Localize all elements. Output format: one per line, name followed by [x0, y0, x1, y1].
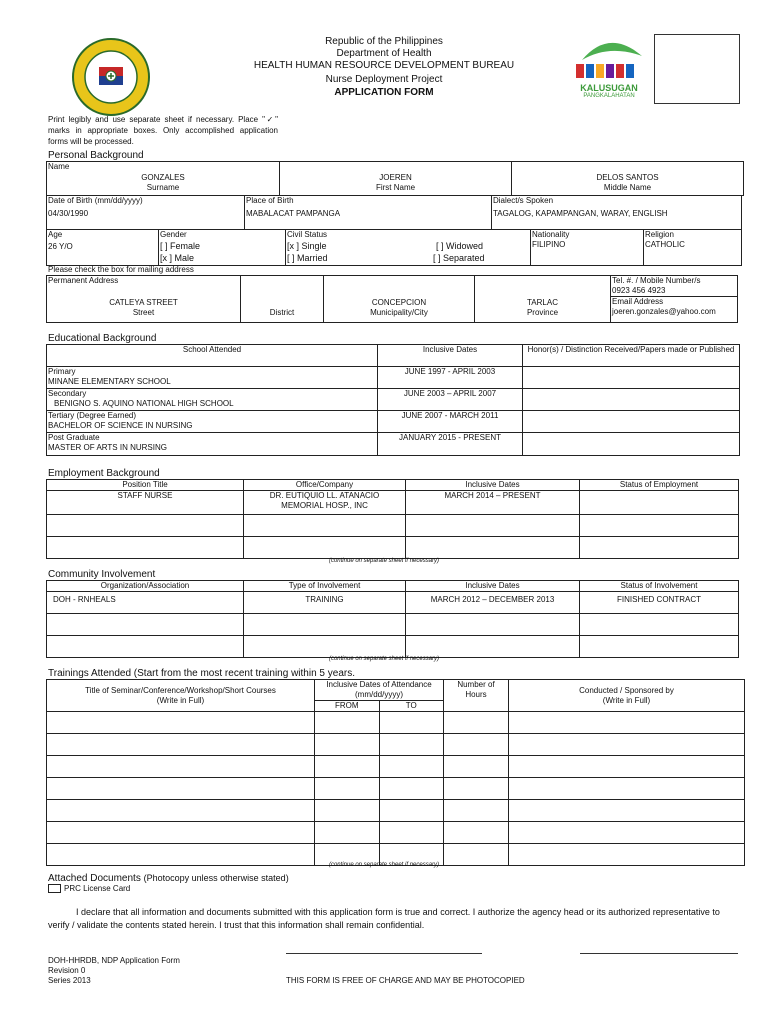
community-note: (continue on separate sheet if necessary)	[328, 656, 440, 662]
pob-label: Place of Birth	[246, 196, 294, 205]
training-to[interactable]	[379, 734, 444, 756]
community-row	[47, 592, 739, 614]
email-value[interactable]: joeren.gonzales@yahoo.com	[612, 307, 716, 316]
employment-position[interactable]	[47, 537, 244, 559]
education-honors[interactable]	[523, 389, 740, 411]
trainings-col-to: TO	[379, 701, 444, 712]
checkbox-icon[interactable]	[48, 884, 61, 893]
employment-office[interactable]	[244, 537, 406, 559]
education-honors[interactable]	[523, 367, 740, 389]
trainings-col-title-note: (Write in Full)	[156, 695, 205, 705]
kalusugan-logo	[568, 34, 650, 104]
employment-row	[47, 515, 739, 537]
training-hours[interactable]	[444, 712, 509, 734]
trainings-col-hours-2: Hours	[465, 690, 487, 699]
education-row	[47, 389, 740, 411]
training-to[interactable]	[379, 822, 444, 844]
community-type[interactable]: TRAINING	[244, 592, 406, 614]
civil-widowed-checkbox[interactable]: [ ] Widowed	[436, 241, 484, 251]
training-row	[47, 800, 745, 822]
training-from[interactable]	[315, 778, 380, 800]
attached-item-prc[interactable]	[48, 884, 130, 893]
religion-value[interactable]: CATHOLIC	[645, 240, 685, 249]
dob-label: Date of Birth (mm/dd/yyyy)	[48, 196, 143, 205]
attached-subtitle: (Photocopy unless otherwise stated)	[143, 873, 289, 883]
community-type[interactable]	[244, 636, 406, 658]
street-value[interactable]: CATLEYA STREET	[109, 298, 178, 307]
footer-line-3: Series 2013	[48, 976, 91, 985]
education-school[interactable]: BENIGNO S. AQUINO NATIONAL HIGH SCHOOL	[54, 399, 234, 408]
community-org[interactable]: DOH - RNHEALS	[47, 592, 244, 614]
community-col-type: Type of Involvement	[244, 581, 406, 592]
training-sponsor[interactable]	[509, 800, 745, 822]
training-to[interactable]	[379, 778, 444, 800]
training-hours[interactable]	[444, 778, 509, 800]
employment-note: (continue on separate sheet if necessary)	[328, 558, 440, 564]
training-from[interactable]	[315, 800, 380, 822]
education-level: Tertiary (Degree Earned)	[48, 411, 137, 420]
community-col-dates: Inclusive Dates	[406, 581, 580, 592]
community-dates[interactable]: MARCH 2012 – DECEMBER 2013	[406, 592, 580, 614]
education-honors[interactable]	[523, 411, 740, 433]
dialects-label: Dialect/s Spoken	[493, 196, 554, 205]
header-line-3: HEALTH HUMAN RESOURCE DEVELOPMENT BUREAU	[253, 60, 515, 71]
training-from[interactable]	[315, 734, 380, 756]
training-title[interactable]	[47, 756, 315, 778]
community-status[interactable]	[580, 614, 739, 636]
civil-married-checkbox[interactable]: [ ] Married	[287, 253, 328, 263]
education-table	[46, 344, 740, 456]
education-col-honors: Honor(s) / Distinction Received/Papers made or Published	[523, 345, 740, 367]
community-col-status: Status of Involvement	[580, 581, 739, 592]
community-dates[interactable]	[406, 614, 580, 636]
education-col-school: School Attended	[47, 345, 378, 367]
education-dates[interactable]: JUNE 1997 - APRIL 2003	[378, 367, 523, 389]
footer-line-1: DOH-HHRDB, NDP Application Form	[48, 956, 180, 965]
instructions: Print legibly and use separate sheet if necessary. Place "✓" marks in appropriate boxes. Only accomplished application forms will be processed.	[48, 115, 278, 146]
trainings-col-title: Title of Seminar/Conference/Workshop/Short Courses	[85, 685, 276, 695]
education-school[interactable]: BACHELOR OF SCIENCE IN NURSING	[48, 421, 193, 430]
civil-single-checkbox[interactable]: [x ] Single	[287, 241, 327, 251]
district-label: District	[269, 308, 295, 317]
training-row	[47, 712, 745, 734]
header-line-4: Nurse Deployment Project	[325, 74, 443, 85]
employment-status[interactable]	[580, 515, 739, 537]
community-type[interactable]	[244, 614, 406, 636]
province-label: Province	[526, 308, 559, 317]
training-from[interactable]	[315, 756, 380, 778]
education-dates[interactable]: JUNE 2003 – APRIL 2007	[378, 389, 523, 411]
province-value[interactable]: TARLAC	[527, 298, 558, 307]
dialects-value[interactable]: TAGALOG, KAPAMPANGAN, WARAY, ENGLISH	[493, 209, 668, 218]
trainings-col-from: FROM	[315, 701, 380, 712]
logo-line-1: KALUSUGAN	[580, 83, 638, 93]
attached-item-label: PRC License Card	[64, 884, 131, 893]
gender-male-checkbox[interactable]: [x ] Male	[160, 253, 195, 263]
street-label: Street	[132, 308, 155, 317]
training-to[interactable]	[379, 800, 444, 822]
education-level: Post Graduate	[48, 433, 100, 442]
employment-row	[47, 537, 739, 559]
education-row	[47, 367, 740, 389]
employment-row	[47, 491, 739, 515]
community-section-title: Community Involvement	[48, 569, 156, 580]
employment-dates[interactable]: MARCH 2014 – PRESENT	[406, 491, 580, 515]
logo-line-2: PANGKALAHATAN	[583, 93, 635, 99]
date-line[interactable]	[580, 953, 738, 954]
community-org[interactable]	[47, 614, 244, 636]
training-title[interactable]	[47, 712, 315, 734]
trainings-col-dates: Inclusive Dates of Attendance	[326, 680, 432, 689]
nationality-label: Nationality	[532, 230, 570, 239]
training-row	[47, 756, 745, 778]
personal-section-title: Personal Background	[48, 150, 144, 161]
religion-label: Religion	[645, 230, 674, 239]
middle-name-value[interactable]: DELOS SANTOS	[596, 173, 659, 182]
training-sponsor[interactable]	[509, 778, 745, 800]
education-school[interactable]: MASTER OF ARTS IN NURSING	[48, 443, 167, 452]
trainings-col-conducted-note: (Write in Full)	[602, 695, 651, 705]
training-title[interactable]	[47, 778, 315, 800]
civil-status-label: Civil Status	[287, 230, 328, 239]
community-col-org: Organization/Association	[47, 581, 244, 592]
education-level: Primary	[48, 367, 76, 376]
header-line-2: Department of Health	[336, 48, 432, 59]
training-hours[interactable]	[444, 756, 509, 778]
mailing-note: Please check the box for mailing address	[48, 265, 194, 274]
civil-separated-checkbox[interactable]: [ ] Separated	[433, 253, 485, 263]
employment-office[interactable]: DR. EUTIQUIO LL. ATANACIO	[269, 491, 380, 500]
training-title[interactable]	[47, 822, 315, 844]
surname-value[interactable]: GONZALES	[141, 173, 185, 182]
community-org[interactable]	[47, 636, 244, 658]
employment-status[interactable]	[580, 491, 739, 515]
photo-box[interactable]	[654, 34, 740, 104]
trainings-table	[46, 679, 745, 866]
community-status[interactable]: FINISHED CONTRACT	[580, 592, 739, 614]
employment-position[interactable]	[47, 515, 244, 537]
middle-name-label: Middle Name	[603, 183, 652, 192]
tel-value[interactable]: 0923 456 4923	[611, 286, 737, 297]
dob-value[interactable]: 04/30/1990	[48, 209, 89, 218]
employment-col-office: Office/Company	[244, 480, 406, 491]
gender-female-checkbox[interactable]: [ ] Female	[160, 241, 201, 251]
education-row	[47, 411, 740, 433]
employment-dates[interactable]	[406, 537, 580, 559]
trainings-note: (continue on separate sheet if necessary)	[328, 862, 440, 868]
employment-col-dates: Inclusive Dates	[406, 480, 580, 491]
footer-free-notice: THIS FORM IS FREE OF CHARGE AND MAY BE PHOTOCOPIED	[286, 976, 525, 985]
employment-dates[interactable]	[406, 515, 580, 537]
employment-office-cont[interactable]: MEMORIAL HOSP., INC	[281, 501, 368, 510]
name-label: Name	[48, 162, 70, 171]
pob-value[interactable]: MABALACAT PAMPANGA	[246, 209, 341, 218]
employment-table	[46, 479, 739, 559]
age-value[interactable]: 26 Y/O	[48, 242, 73, 251]
header-line-1: Republic of the Philippines	[325, 36, 443, 47]
training-title[interactable]	[47, 800, 315, 822]
education-dates[interactable]: JANUARY 2015 - PRESENT	[378, 433, 523, 456]
training-row	[47, 734, 745, 756]
training-row	[47, 822, 745, 844]
trainings-section-title: Trainings Attended (Start from the most recent training within 5 years.	[48, 668, 355, 679]
training-to[interactable]	[379, 756, 444, 778]
education-section-title: Educational Background	[48, 333, 157, 344]
community-row	[47, 614, 739, 636]
trainings-col-hours: Number of	[457, 680, 495, 689]
municipality-label: Municipality/City	[370, 308, 428, 317]
nationality-value[interactable]: FILIPINO	[532, 240, 566, 249]
employment-status[interactable]	[580, 537, 739, 559]
footer-line-2: Revision 0	[48, 966, 86, 975]
attached-title	[48, 873, 289, 884]
footer-form-id	[48, 956, 180, 986]
surname-label: Surname	[146, 183, 180, 192]
training-hours[interactable]	[444, 800, 509, 822]
training-from[interactable]	[315, 822, 380, 844]
declaration-text: I declare that all information and documents submitted with this application form is true and correct. I authorize the agency head or its authorized representative to verify / validate the contents stated herein. I trust that this information shall remain confidential.	[48, 907, 720, 930]
permanent-address-label: Permanent Address	[48, 276, 119, 285]
employment-office[interactable]	[244, 515, 406, 537]
education-col-dates: Inclusive Dates	[378, 345, 523, 367]
employment-col-status: Status of Employment	[580, 480, 739, 491]
attached-title-text: Attached Documents	[48, 873, 141, 884]
training-hours[interactable]	[444, 734, 509, 756]
training-sponsor[interactable]	[509, 734, 745, 756]
signature-line[interactable]	[286, 953, 482, 954]
training-sponsor[interactable]	[509, 712, 745, 734]
employment-col-position: Position Title	[47, 480, 244, 491]
gender-label: Gender	[160, 230, 187, 239]
address-table	[46, 275, 738, 323]
first-name-label: First Name	[375, 183, 416, 192]
community-status[interactable]	[580, 636, 739, 658]
education-honors[interactable]	[523, 433, 740, 456]
trainings-col-dates-format: (mm/dd/yyyy)	[355, 690, 403, 699]
community-row	[47, 636, 739, 658]
first-name-value[interactable]: JOEREN	[379, 173, 412, 182]
education-level: Secondary	[48, 389, 87, 398]
training-row	[47, 778, 745, 800]
education-row	[47, 433, 740, 456]
training-sponsor[interactable]	[509, 822, 745, 844]
tel-label: Tel. #. / Mobile Number/s	[612, 276, 701, 285]
education-dates[interactable]: JUNE 2007 - MARCH 2011	[378, 411, 523, 433]
employment-position[interactable]: STAFF NURSE	[47, 491, 244, 515]
training-hours[interactable]	[444, 822, 509, 844]
employment-section-title: Employment Background	[48, 468, 160, 479]
training-sponsor[interactable]	[509, 756, 745, 778]
community-table	[46, 580, 739, 658]
personal-name-table	[46, 161, 744, 196]
email-label: Email Address	[612, 297, 664, 306]
municipality-value[interactable]: CONCEPCION	[371, 298, 427, 307]
form-title: APPLICATION FORM	[334, 87, 434, 98]
personal-birth-table	[46, 195, 742, 230]
community-dates[interactable]	[406, 636, 580, 658]
age-label: Age	[48, 230, 63, 239]
training-to[interactable]	[379, 712, 444, 734]
training-title[interactable]	[47, 734, 315, 756]
training-from[interactable]	[315, 712, 380, 734]
trainings-col-conducted: Conducted / Sponsored by	[579, 685, 674, 695]
umbrella-people-icon	[568, 34, 650, 82]
education-school[interactable]: MINANE ELEMENTARY SCHOOL	[48, 377, 171, 386]
personal-status-table	[46, 229, 742, 266]
